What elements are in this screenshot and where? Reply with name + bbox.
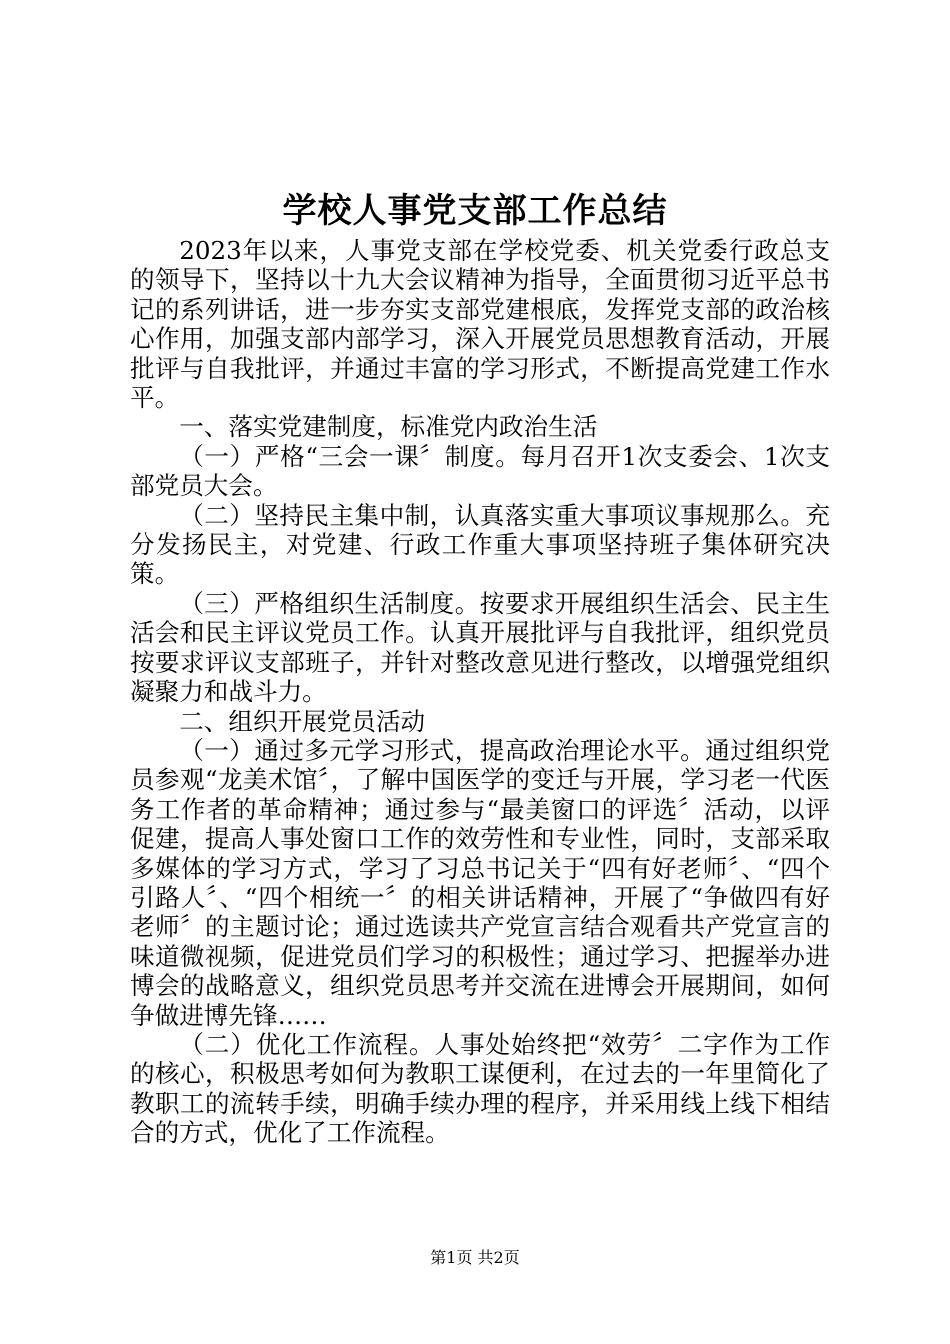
paragraph-1-1: （一）严格“三会一课〞制度。每月召开1次支委会、1次支部党员大会。	[130, 441, 830, 501]
paragraph-1-3: （三）严格组织生活制度。按要求开展组织生活会、民主生活会和民主评议党员工作。认真开展批评与自我批评，组织党员按要求评议支部班子，并针对整改意见进行整改，以增强党组织凝聚力和战斗力。	[130, 588, 830, 707]
document-body	[130, 236, 830, 1148]
intro-paragraph: 2023年以来，人事党支部在学校党委、机关党委行政总支的领导下，坚持以十九大会议精神为指导，全面贯彻习近平总书记的系列讲话，进一步夯实支部党建根底，发挥党支部的政治核心作用，加强支部内部学习，深入开展党员思想教育活动，开展批评与自我批评，并通过丰富的学习形式，不断提高党建工作水平。	[130, 236, 830, 413]
page-footer: 第1页 共2页	[430, 1248, 520, 1267]
paragraph-2-2: （二）优化工作流程。人事处始终把“效劳〞二字作为工作的核心，积极思考如何为教职工谋便利，在过去的一年里简化了教职工的流转手续，明确手续办理的程序，并采用线上线下相结合的方式，优化了工作流程。	[130, 1029, 830, 1148]
paragraph-2-1: （一）通过多元学习形式，提高政治理论水平。通过组织党员参观“龙美术馆〞，了解中国医学的变迁与开展，学习老一代医务工作者的革命精神；通过参与“最美窗口的评选〞活动，以评促建，提高人事处窗口工作的效劳性和专业性，同时，支部采取多媒体的学习方式，学习了习总书记关于“四有好老师〞、“四个引路人〞、“四个相统一〞的相关讲话精神，开展了“争做四有好老师〞的主题讨论；通过选读共产党宣言结合观看共产党宣言的味道微视频，促进党员们学习的积极性；通过学习、把握举办进博会的战略意义，组织党员思考并交流在进博会开展期间，如何争做进博先锋……	[130, 735, 830, 1030]
document-title: 学校人事党支部工作总结	[282, 191, 668, 231]
paragraph-1-2: （二）坚持民主集中制，认真落实重大事项议事规那么。充分发扬民主，对党建、行政工作重大事项坚持班子集体研究决策。	[130, 500, 830, 589]
section-heading-2: 二、组织开展党员活动	[179, 706, 426, 736]
section-heading-1: 一、落实党建制度，标准党内政治生活	[179, 412, 598, 442]
